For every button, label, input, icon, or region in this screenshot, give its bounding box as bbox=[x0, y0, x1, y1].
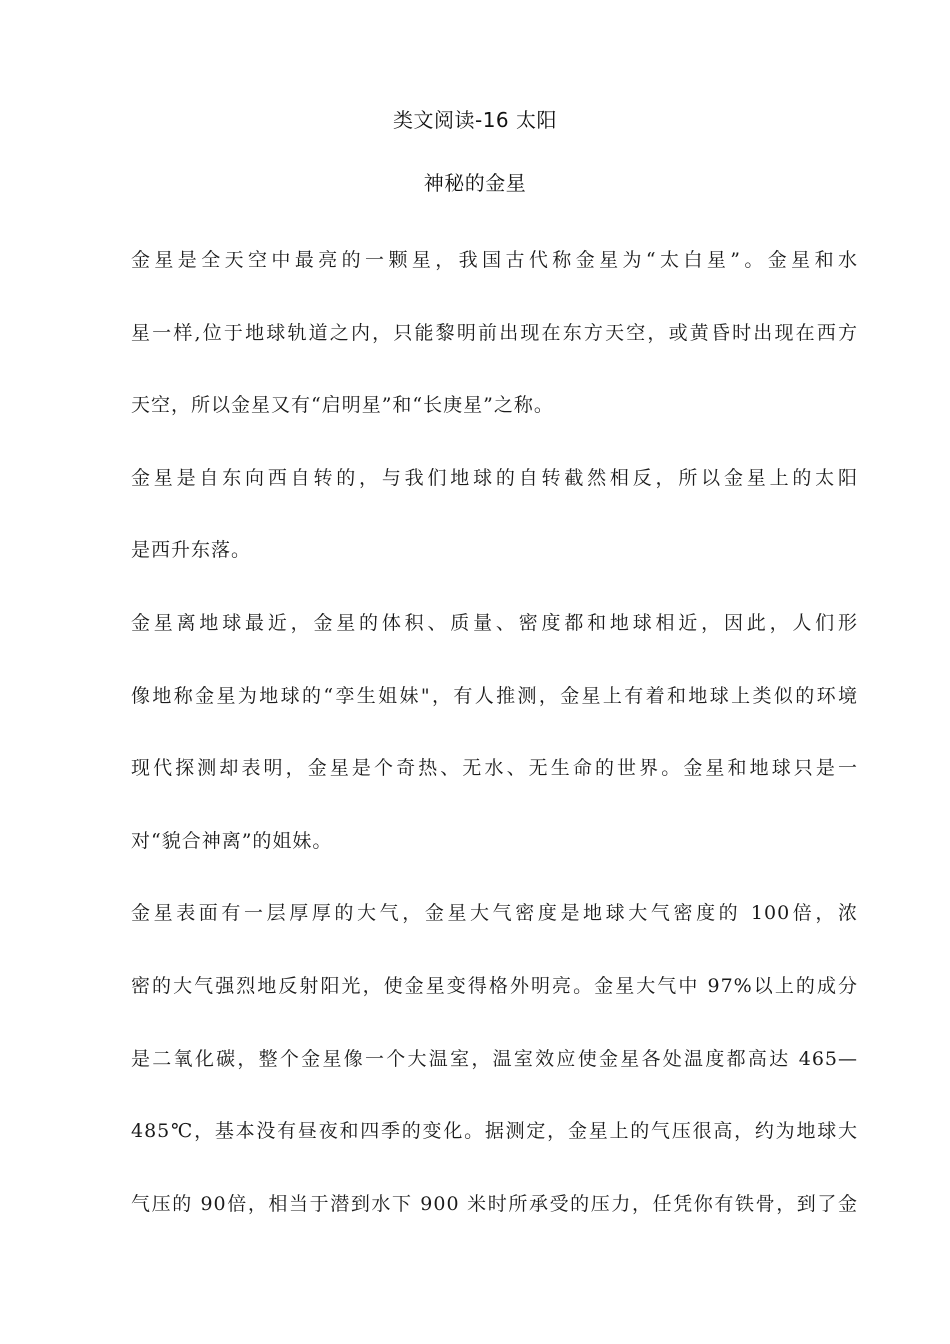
text-line: 是二氧化碳，整个金星像一个大温室，温室效应使金星各处温度都高达 465— bbox=[131, 1047, 858, 1070]
text-line: 像地称金星为地球的“孪生姐妹"，有人推测，金星上有着和地球上类似的环境 bbox=[131, 684, 858, 707]
text-line: 星一样,位于地球轨道之内，只能黎明前出现在东方天空，或黄昏时出现在西方 bbox=[131, 321, 858, 344]
text-line: 对“貌合神离”的姐妹。 bbox=[131, 829, 333, 852]
text-line: 金星是自东向西自转的，与我们地球的自转截然相反，所以金星上的太阳 bbox=[131, 466, 858, 489]
text-line: 密的大气强烈地反射阳光，使金星变得格外明亮。金星大气中 97%以上的成分 bbox=[131, 974, 858, 997]
paragraph-3 bbox=[93, 587, 858, 877]
text-line: 金星是全天空中最亮的一颗星，我国古代称金星为“太白星”。金星和水 bbox=[131, 249, 858, 271]
text-line: 金星表面有一层厚厚的大气，金星大气密度是地球大气密度的 100倍，浓 bbox=[131, 902, 858, 925]
text-line: 天空，所以金星又有“启明星”和“长庚星”之称。 bbox=[131, 394, 554, 417]
article-title: 神秘的金星 bbox=[423, 171, 527, 195]
paragraph-1 bbox=[93, 224, 858, 442]
article-body bbox=[93, 224, 858, 1240]
text-line: 是西升东落。 bbox=[131, 539, 252, 562]
text-line: 气压的 90倍，相当于潜到水下 900 米时所承受的压力，任凭你有铁骨，到了金 bbox=[131, 1192, 858, 1215]
text-line: 485℃，基本没有昼夜和四季的变化。据测定，金星上的气压很高，约为地球大 bbox=[131, 1120, 858, 1143]
paragraph-4 bbox=[93, 877, 858, 1240]
text-line: 现代探测却表明，金星是个奇热、无水、无生命的世界。金星和地球只是一 bbox=[131, 757, 858, 780]
document-title: 类文阅读-16 太阳 bbox=[392, 108, 558, 132]
paragraph-2 bbox=[93, 442, 858, 587]
text-line: 金星离地球最近，金星的体积、质量、密度都和地球相近，因此，人们形 bbox=[131, 611, 858, 634]
